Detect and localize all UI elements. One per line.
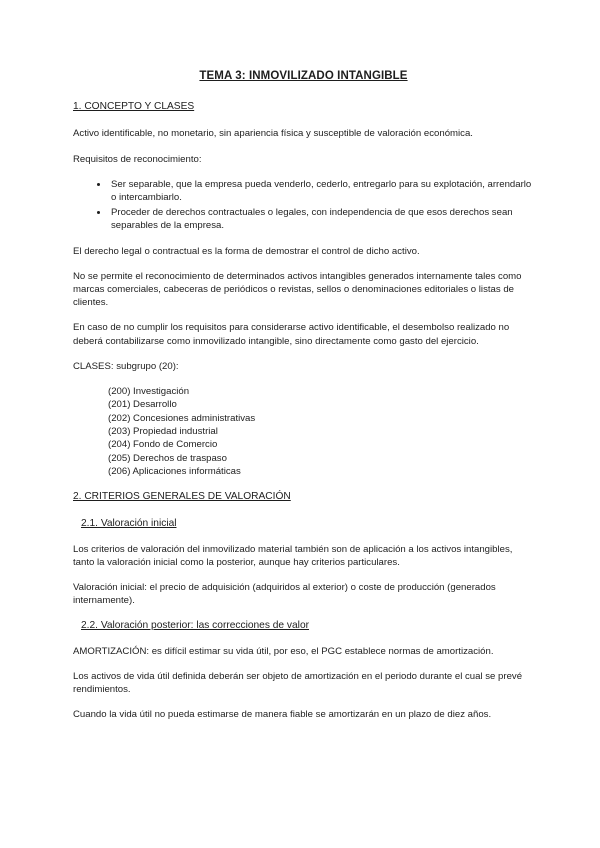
list-item: (200) Investigación	[108, 386, 190, 398]
list-item: • Proceder de derechos contractuales o legales, con independencia de que esos derechos sean separables de la empresa.	[109, 206, 534, 232]
requirements-list	[73, 178, 534, 233]
list-item: • Ser separable, que la empresa pueda venderlo, cederlo, entregarlo para su explotación, arrendarlo o intercambiarlo.	[109, 178, 534, 204]
section-1-heading: 1. CONCEPTO Y CLASES	[73, 101, 195, 113]
classes-list	[108, 385, 534, 478]
requirements-intro: Requisitos de reconocimiento:	[73, 153, 202, 165]
list-item: (201) Desarrollo	[108, 399, 177, 411]
useful-life-paragraph: Los activos de vida útil definida deberán ser objeto de amortización en el periodo durante el cual se prevé rendimientos.	[73, 670, 523, 695]
ten-years-paragraph: Cuando la vida útil no pueda estimarse de manera fiable se amortizarán en un plazo de diez años.	[73, 709, 492, 721]
subsection-2-2-heading: 2.2. Valoración posterior: las correcciones de valor	[81, 620, 310, 632]
internal-intangibles-paragraph: No se permite el reconocimiento de determinados activos intangibles generados internamente tales como marcas comerciales, cabeceras de periódicos o revistas, sellos o denominaciones editoriales o listas de clientes.	[73, 270, 522, 309]
subsection-2-1-heading: 2.1. Valoración inicial	[81, 518, 177, 530]
list-item: (203) Propiedad industrial	[108, 425, 218, 437]
control-paragraph: El derecho legal o contractual es la forma de demostrar el control de dicho activo.	[73, 245, 420, 257]
document-title: TEMA 3: INMOVILIZADO INTANGIBLE	[199, 70, 408, 82]
classes-intro: CLASES: subgrupo (20):	[73, 360, 179, 372]
initial-valuation-paragraph: Valoración inicial: el precio de adquisición (adquiridos al exterior) o coste de producción (generados internamente).	[73, 581, 496, 607]
amortization-paragraph: AMORTIZACIÓN: es difícil estimar su vida útil, por eso, el PGC establece normas de amortización.	[73, 645, 494, 657]
list-item: (205) Derechos de traspaso	[108, 452, 227, 464]
list-item: (204) Fondo de Comercio	[108, 439, 218, 451]
definition-paragraph: Activo identificable, no monetario, sin apariencia física y susceptible de valoración económica.	[73, 128, 473, 140]
expense-paragraph: En caso de no cumplir los requisitos para considerarse activo identificable, el desembolso realizado no deberá contabilizarse como inmovilizado intangible, sino directamente como gasto del ejercicio.	[73, 322, 510, 347]
valuation-criteria-paragraph: Los criterios de valoración del inmovilizado material también son de aplicación a los activos intangibles, tanto la valoración inicial como la posterior, aunque hay criterios particulares.	[73, 543, 513, 568]
list-item: (206) Aplicaciones informáticas	[108, 465, 241, 477]
list-item: (202) Concesiones administrativas	[108, 412, 256, 424]
section-2-heading: 2. CRITERIOS GENERALES DE VALORACIÓN	[73, 491, 291, 503]
